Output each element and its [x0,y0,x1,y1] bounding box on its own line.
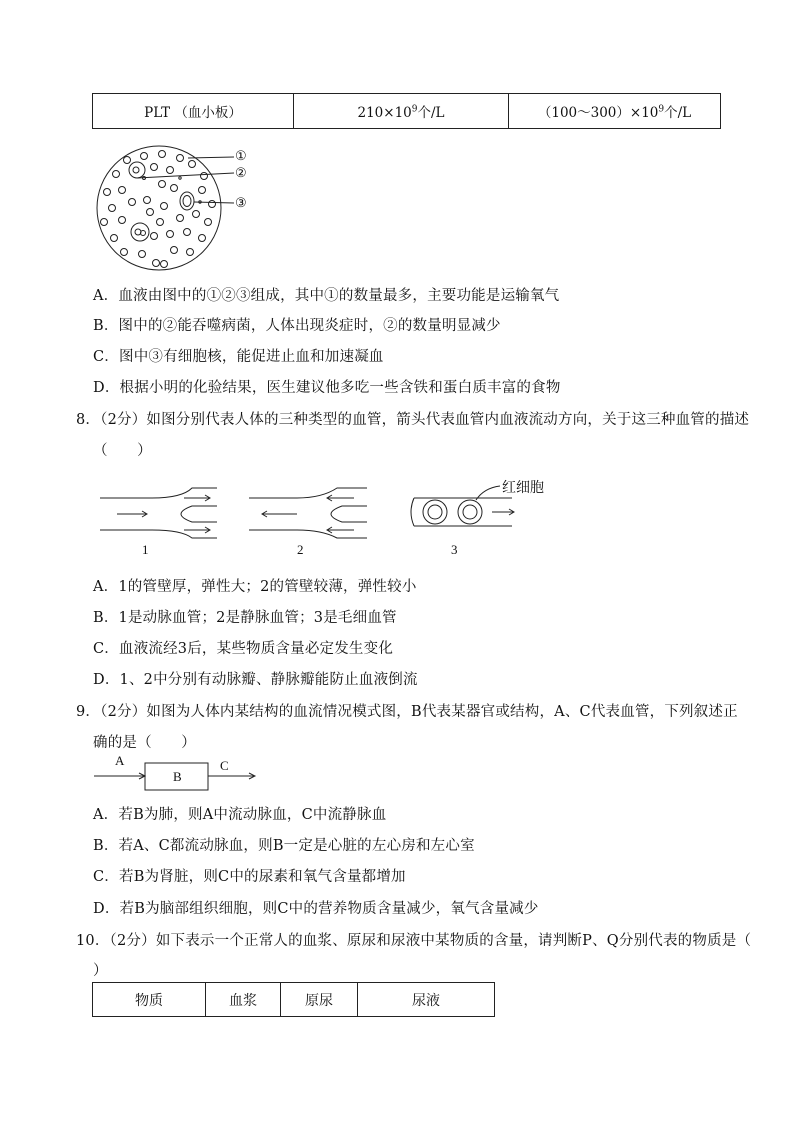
vessel-label-2: 2 [297,542,304,557]
plt-value-unit: 个/L [417,105,445,121]
header-primary-urine: 原尿 [281,983,358,1017]
plt-range-cell [509,94,721,129]
flow-label-b: B [173,769,182,784]
q8-option-d: D．1、2中分别有动脉瓣、静脉瓣能防止血液倒流 [93,672,418,688]
q8-stem-blank: （ ） [93,443,152,459]
q8-option-a: A．1的管壁厚，弹性大；2的管壁较薄，弹性较小 [93,579,417,595]
blood-smear-figure [92,142,282,272]
header-plasma: 血浆 [206,983,281,1017]
q9-stem: 9．（2分）如图为人体内某结构的血流情况模式图，B代表某器官或结构，A、C代表血管，下列叙述正 [76,704,738,720]
vessel-label-3: 3 [451,542,458,557]
plt-table [92,93,721,129]
vessel-label-1: 1 [142,542,149,557]
blood-label-1: ① [235,148,247,163]
q9-option-b: B．若A、C都流动脉血，则B一定是心脏的左心房和左心室 [93,838,475,854]
plt-value: 210×10 [357,105,412,121]
q9-option-a: A．若B为肺，则A中流动脉血，C中流静脉血 [93,807,387,823]
vessel-figure [92,478,532,546]
q8-stem: 8．（2分）如图分别代表人体的三种类型的血管，箭头代表血管内血液流动方向，关于这三种血管的描述 [76,412,750,428]
q7-option-b: B．图中的②能吞噬病菌，人体出现炎症时，②的数量明显减少 [93,318,501,334]
plt-range-unit: 个/L [664,105,692,121]
plt-value-exp: 9 [411,104,418,115]
plt-name-cell [93,94,294,129]
q7-option-a: A．血液由图中的①②③组成，其中①的数量最多，主要功能是运输氧气 [93,288,560,304]
table-row [93,983,495,1017]
plt-name: PLT （血小板） [144,105,242,121]
q9-option-d: D．若B为脑部组织细胞，则C中的营养物质含量减少，氧气含量减少 [93,901,539,917]
q10-table [92,982,495,1017]
q9-option-c: C．若B为肾脏，则C中的尿素和氧气含量都增加 [93,869,406,885]
q7-option-c: C．图中③有细胞核，能促进止血和加速凝血 [93,349,384,365]
blood-label-3: ③ [235,195,247,210]
q8-option-b: B．1是动脉血管；2是静脉血管；3是毛细血管 [93,610,397,626]
q9-stem-2: 确的是（ ） [93,735,196,751]
table-row [93,94,721,129]
header-substance: 物质 [93,983,206,1017]
plt-range: （100～300）×10 [537,105,659,121]
q8-option-c: C．血液流经3后，某些物质含量必定发生变化 [93,641,394,657]
q10-stem-2: ） [93,963,108,979]
plt-range-exp: 9 [658,104,665,115]
blood-label-2: ② [235,165,247,180]
header-urine: 尿液 [358,983,495,1017]
plt-value-cell [294,94,509,129]
q10-stem: 10．（2分）如下表示一个正常人的血浆、原尿和尿液中某物质的含量，请判断P、Q分别代表的物质是（ [76,933,752,949]
flow-label-c: C [220,758,229,773]
q7-option-d: D．根据小明的化验结果，医生建议他多吃一些含铁和蛋白质丰富的食物 [93,380,561,396]
flow-label-a: A [115,753,125,768]
rbc-label: 红细胞 [502,480,544,496]
